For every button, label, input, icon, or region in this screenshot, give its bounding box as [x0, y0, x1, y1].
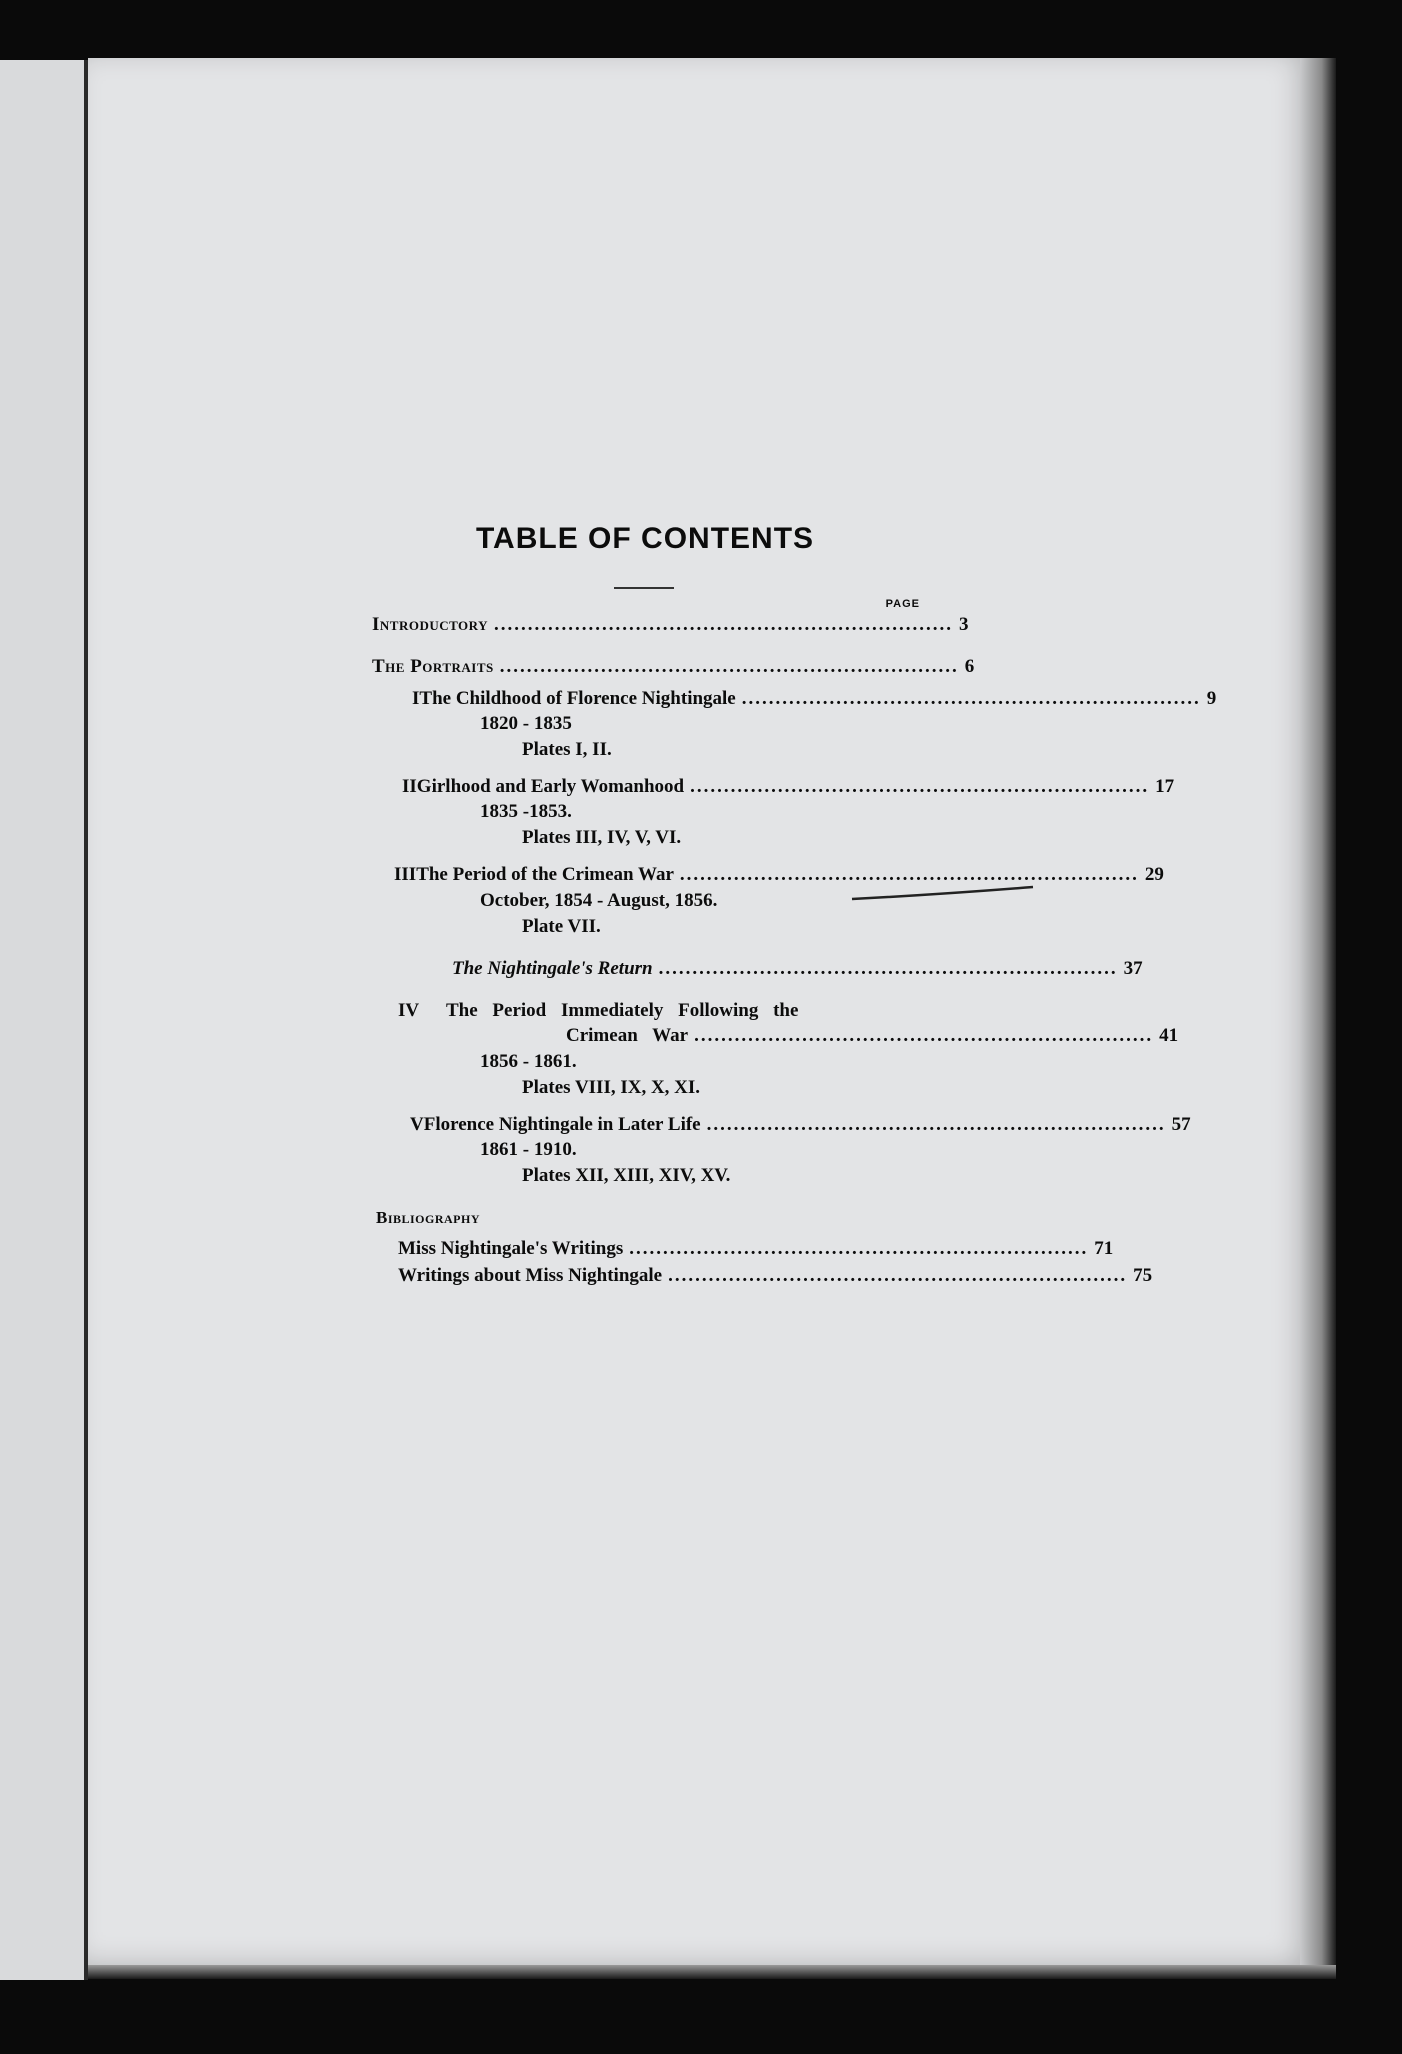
title-divider [614, 587, 674, 589]
chapter-numeral: IV [398, 1000, 420, 1021]
chapter-dates: 1820 - 1835 [480, 713, 572, 734]
toc-entry-text: Crimean War [566, 1025, 689, 1046]
page-title: TABLE OF CONTENTS [475, 522, 815, 555]
toc-entry-text: Introductory [372, 614, 488, 635]
dot-leader: .................................................................... [499, 656, 959, 677]
toc-entry-chapter-4 [398, 1000, 878, 1022]
toc-entry-chapter-1 [412, 688, 1217, 710]
toc-page-number: 37 [1123, 958, 1143, 979]
chapter-plates: Plate VII. [522, 916, 601, 937]
toc-page-number: 17 [1155, 776, 1175, 797]
dot-leader: .................................................................... [494, 614, 953, 635]
bibliography-heading: Bibliography [376, 1208, 481, 1227]
chapter-plates: Plates I, II. [522, 739, 612, 760]
chapter-dates: 1835 -1853. [480, 801, 572, 822]
toc-entry-text: The Childhood of Florence Nightingale [419, 688, 736, 709]
chapter-numeral: II [402, 776, 417, 797]
dot-leader: .................................................................... [679, 864, 1139, 885]
bibliography-item [398, 1238, 1114, 1260]
chapter-dates: 1856 - 1861. [480, 1051, 577, 1072]
dot-leader: .................................................................... [629, 1238, 1089, 1259]
toc-entry-text: Girlhood and Early Womanhood [416, 776, 685, 797]
chapter-plates: Plates III, IV, V, VI. [522, 827, 682, 848]
toc-page-number: 29 [1144, 864, 1164, 885]
chapter-numeral: V [410, 1114, 424, 1135]
toc-entry-introductory [372, 614, 969, 636]
dot-leader: .................................................................... [741, 688, 1201, 709]
bibliography-text: Miss Nightingale's Writings [398, 1238, 624, 1259]
toc-page-number: 6 [964, 656, 975, 677]
bibliography-text: Writings about Miss Nightingale [398, 1265, 663, 1286]
toc-entry-text: The Portraits [372, 656, 494, 677]
toc-page-number: 57 [1171, 1114, 1191, 1135]
dot-leader: .................................................................... [690, 776, 1150, 797]
page-right-edge [1300, 58, 1336, 1978]
toc-entry-chapter-4-continued [566, 1025, 1179, 1047]
bibliography-item [398, 1265, 1153, 1287]
toc-entry-text: The Period Immediately Following the [446, 1000, 799, 1021]
dot-leader: .................................................................... [668, 1265, 1128, 1286]
toc-entry-portraits [372, 656, 975, 678]
toc-page-number: 71 [1094, 1238, 1114, 1259]
chapter-numeral: I [412, 688, 420, 709]
toc-entry-text: The Period of the Crimean War [416, 864, 674, 885]
toc-entry-chapter-3 [394, 864, 1164, 886]
chapter-numeral: III [394, 864, 417, 885]
chapter-plates: Plates VIII, IX, X, XI. [522, 1077, 701, 1098]
toc-page-number: 41 [1159, 1025, 1179, 1046]
dot-leader: .................................................................... [694, 1025, 1154, 1046]
dot-leader: .................................................................... [658, 958, 1118, 979]
toc-entry-nightingales-return [452, 958, 1143, 980]
chapter-dates: 1861 - 1910. [480, 1139, 577, 1160]
chapter-plates: Plates XII, XIII, XIV, XV. [522, 1165, 731, 1186]
pencil-mark [850, 886, 1035, 902]
toc-page-number: 9 [1206, 688, 1217, 709]
toc-entry-chapter-2 [402, 776, 1175, 798]
chapter-dates: October, 1854 - August, 1856. [480, 890, 718, 911]
toc-page-number: 75 [1133, 1265, 1153, 1286]
page-bottom-edge [88, 1965, 1336, 1979]
toc-entry-chapter-5 [410, 1114, 1191, 1136]
page-column-label: PAGE [885, 598, 920, 610]
facing-page-edge [0, 60, 86, 1980]
toc-entry-text: Florence Nightingale in Later Life [423, 1114, 701, 1135]
toc-page-number: 3 [959, 614, 969, 635]
dot-leader: .................................................................... [706, 1114, 1166, 1135]
toc-entry-text: The Nightingale's Return [452, 958, 653, 979]
